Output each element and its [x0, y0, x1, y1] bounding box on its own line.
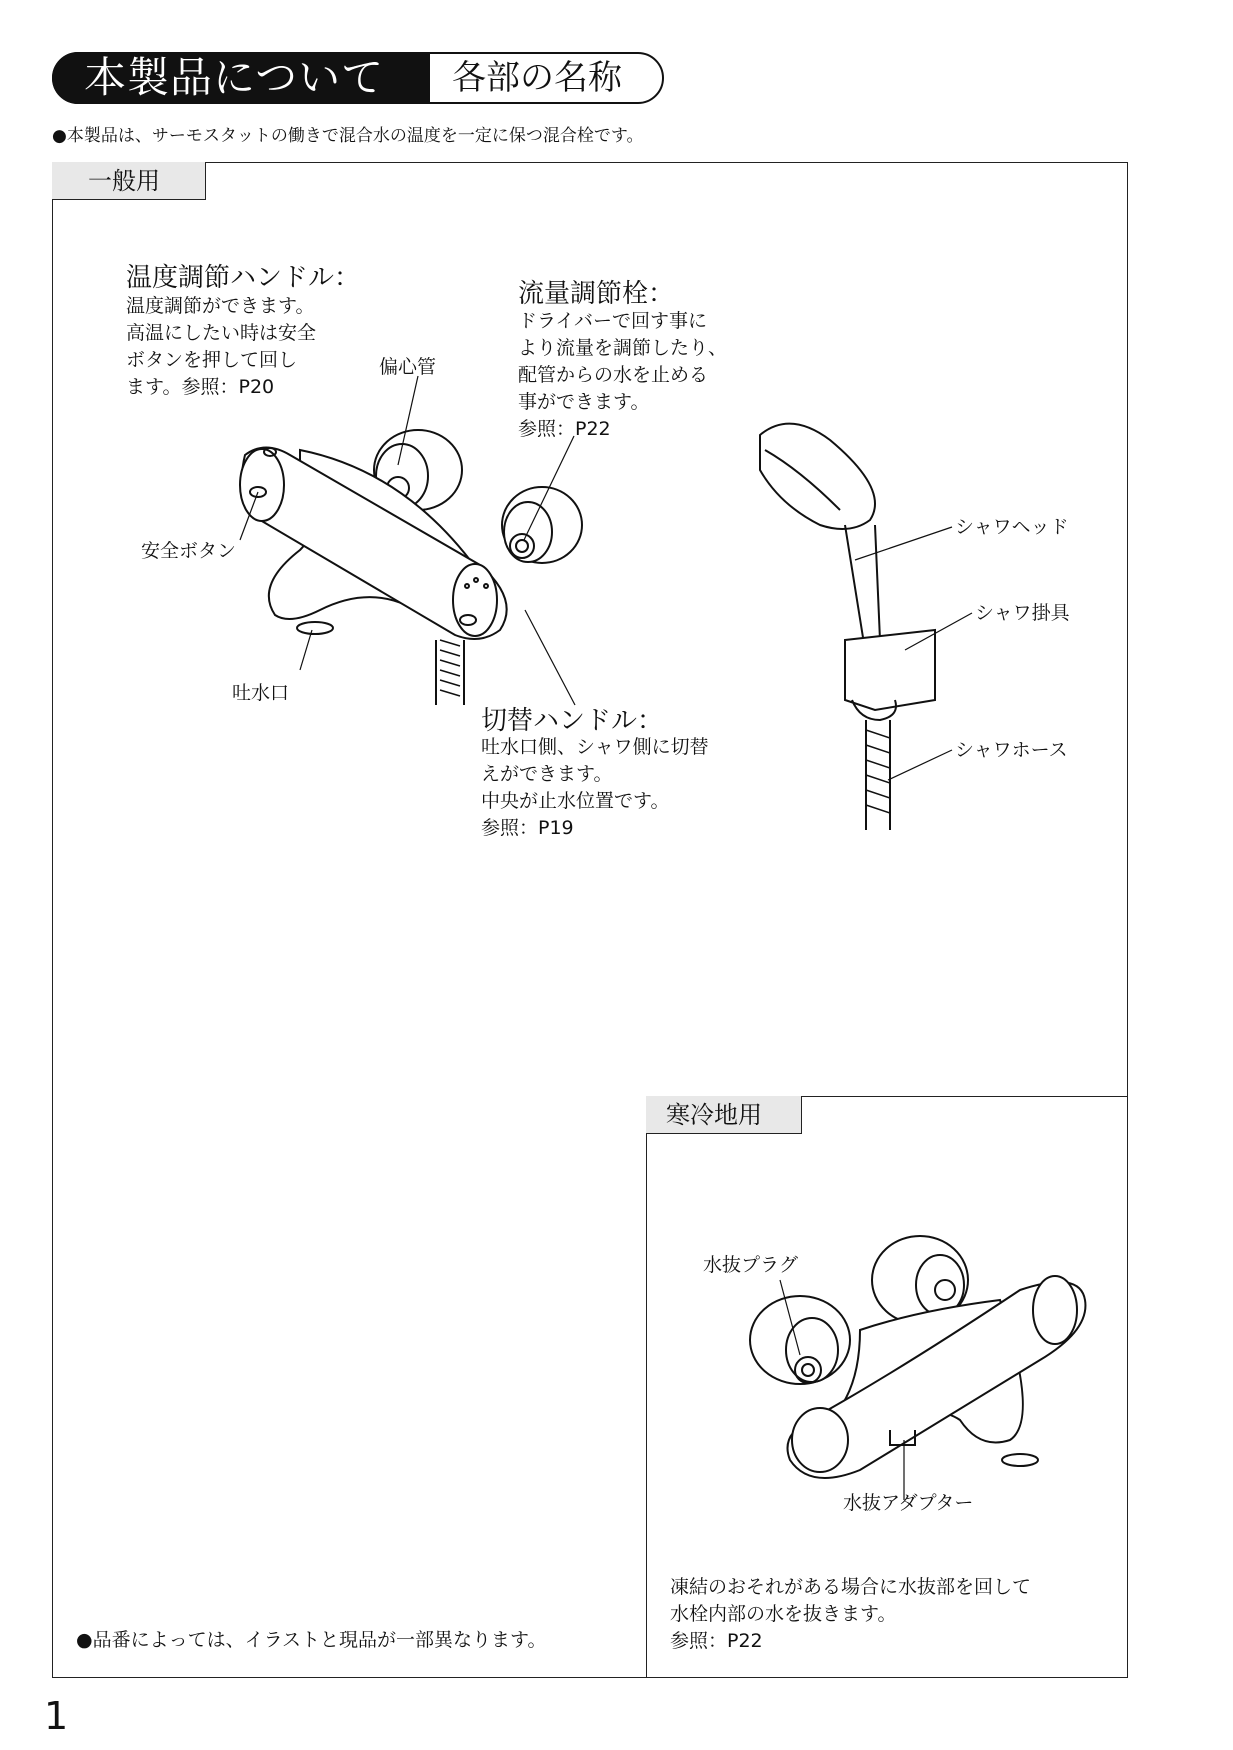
- cold-line-2: 水栓内部の水を抜きます。: [670, 1603, 897, 1625]
- flow-valve-line-4: 事ができます。: [518, 391, 650, 413]
- label-drain-adapter: 水抜アダプター: [843, 1492, 974, 1514]
- illustration-note: ●品番によっては、イラストと現品が一部異なります。: [76, 1629, 547, 1651]
- intro-text: ●本製品は、サーモスタットの働きで混合水の温度を一定に保つ混合栓です。: [52, 126, 644, 146]
- label-drain-plug: 水抜プラグ: [703, 1254, 799, 1276]
- switch-handle-title: 切替ハンドル：: [481, 706, 664, 736]
- switch-handle-line-4: 参照：P19: [481, 817, 574, 839]
- temp-handle-line-2: 高温にしたい時は安全: [126, 322, 317, 344]
- temp-handle-title: 温度調節ハンドル：: [126, 263, 361, 293]
- cold-line-1: 凍結のおそれがある場合に水抜部を回して: [670, 1576, 1032, 1598]
- cold-faucet-illustration: [750, 1236, 1085, 1478]
- cold-line-3: 参照：P22: [670, 1630, 763, 1652]
- general-faucet-illustration: [240, 430, 582, 705]
- page-number: 1: [44, 1694, 69, 1738]
- label-shower-head: シャワヘッド: [955, 516, 1069, 538]
- flow-valve-title: 流量調節栓：: [518, 279, 675, 309]
- temp-handle-line-3: ボタンを押して回し: [126, 349, 298, 371]
- temp-handle-line-1: 温度調節ができます。: [126, 295, 315, 317]
- page-title: 本製品について: [84, 53, 385, 102]
- temp-handle-line-4: ます。参照：P20: [126, 376, 275, 398]
- switch-handle-line-3: 中央が止水位置です。: [481, 790, 670, 812]
- label-shower-holder: シャワ掛具: [975, 602, 1070, 624]
- flow-valve-line-2: より流量を調節したり、: [518, 337, 728, 359]
- cold-region-tab: 寒冷地用: [646, 1096, 802, 1134]
- flow-valve-line-1: ドライバーで回す事に: [518, 310, 708, 332]
- label-eccentric-pipe: 偏心管: [379, 356, 437, 378]
- label-safety-button: 安全ボタン: [141, 540, 237, 562]
- shower-illustration: [760, 424, 935, 830]
- flow-valve-line-5: 参照：P22: [518, 418, 611, 440]
- label-shower-hose: シャワホース: [955, 739, 1068, 761]
- general-tab: 一般用: [52, 162, 206, 200]
- page-subtitle: 各部の名称: [452, 58, 622, 98]
- switch-handle-line-2: えができます。: [481, 763, 613, 785]
- flow-valve-line-3: 配管からの水を止める: [518, 364, 709, 386]
- switch-handle-line-1: 吐水口側、シャワ側に切替: [481, 736, 709, 758]
- label-spout: 吐水口: [232, 682, 290, 704]
